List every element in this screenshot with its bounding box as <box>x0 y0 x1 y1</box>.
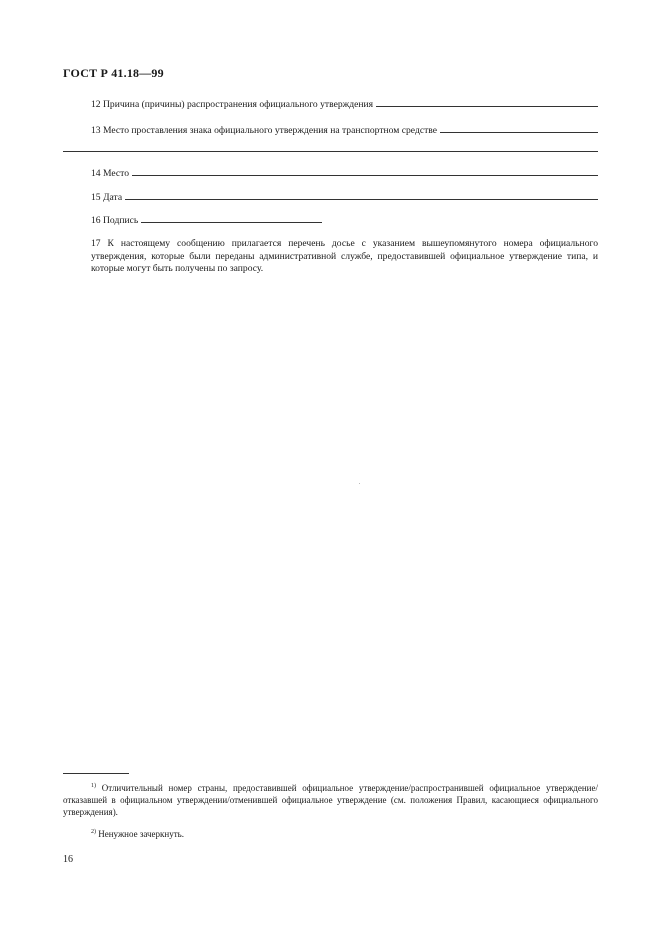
footnote-separator <box>63 773 129 774</box>
continuation-line <box>63 151 598 152</box>
item-17-number: 17 <box>91 238 101 249</box>
item-17 <box>91 238 598 276</box>
document-header: ГОСТ Р 41.18—99 <box>63 66 164 80</box>
field-blank-line <box>440 123 598 133</box>
field-label: 15 Дата <box>91 192 123 203</box>
footnote-1 <box>63 780 598 819</box>
field-date <box>91 190 598 204</box>
field-mark-location <box>91 123 598 137</box>
field-label: 16 Подпись <box>91 215 139 226</box>
footnote-text: Отличительный номер страны, предоставившей официальное утверждение/распространившей официальное утверждение/отказавшей в официальном утверждении/отменившей официальное утверждение (см. положения Правил, касающиеся официального утверждения). <box>63 783 598 818</box>
field-place <box>91 166 598 180</box>
field-label: 12 Причина (причины) распространения официального утверждения <box>91 99 374 110</box>
field-blank-line <box>141 213 322 223</box>
field-label: 14 Место <box>91 168 130 179</box>
page-number: 16 <box>63 854 73 865</box>
field-blank-line <box>376 97 598 107</box>
footnote-2 <box>91 826 598 840</box>
item-17-text: К настоящему сообщению прилагается перечень досье с указанием вышеупомянутого номера официального утверждения, которые были переданы административной службе, предоставившей официальное утверждение типа, и которые могут быть получены по запросу. <box>91 238 598 275</box>
footnote-mark: 1) <box>91 783 96 789</box>
field-reason-of-extension <box>91 97 598 111</box>
field-signature <box>91 213 598 227</box>
footnote-mark: 2) <box>91 829 96 835</box>
field-blank-line <box>132 166 598 176</box>
field-label: 13 Место проставления знака официального утверждения на транспортном средстве <box>91 125 438 136</box>
field-blank-line <box>125 190 598 200</box>
scan-speck <box>359 483 360 484</box>
footnote-text: Ненужное зачеркнуть. <box>98 829 185 839</box>
